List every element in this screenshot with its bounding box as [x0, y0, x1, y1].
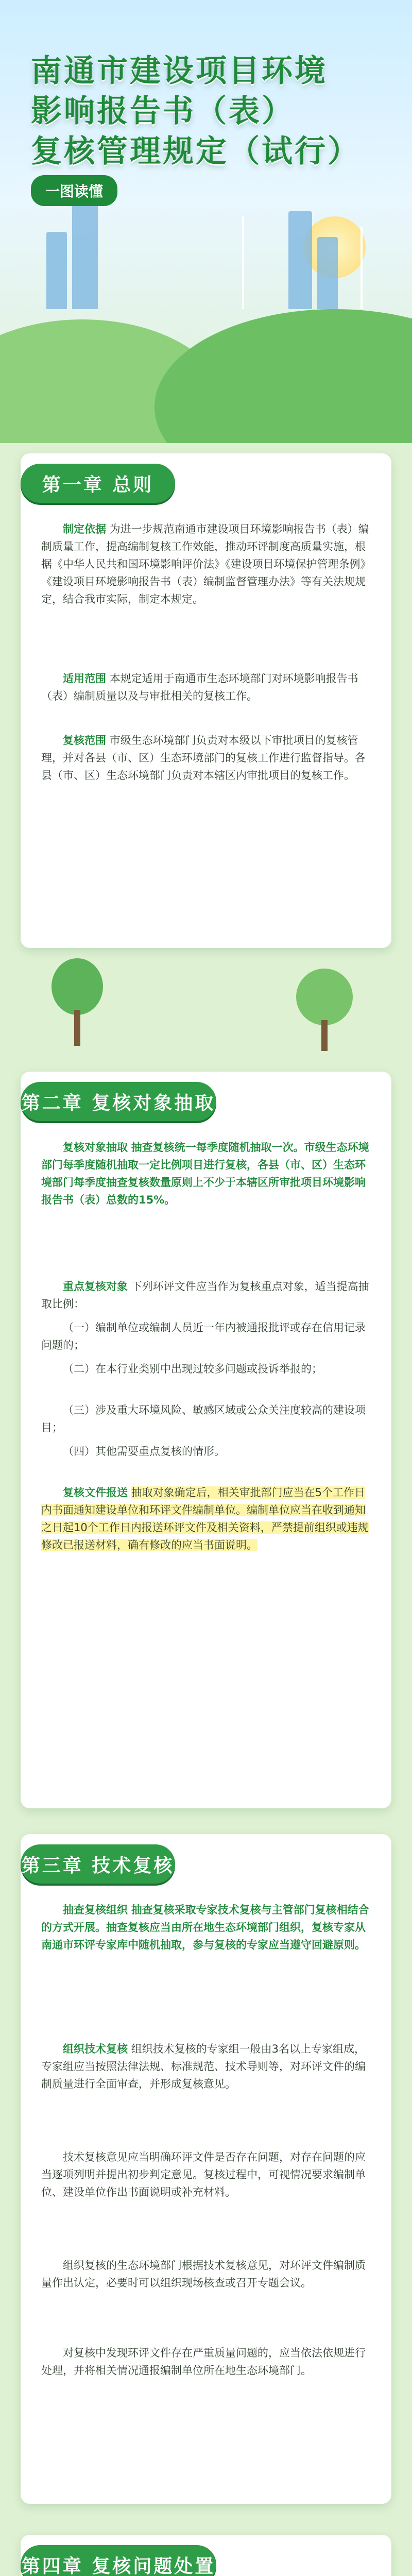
- chapter-2-para-6: [41, 1443, 371, 1460]
- building-graphic: [317, 237, 338, 309]
- hero-title-line3: 复核管理规定（试行）: [31, 133, 360, 170]
- wind-turbine-icon: [360, 227, 363, 309]
- para-text: （二）在本行业类别中出现过较多问题或投诉举报的；: [63, 1363, 322, 1375]
- para-text: 本规定适用于南通市生态环境部门对环境影响报告书（表）编制质量以及与审批相关的复核工作。: [41, 672, 358, 702]
- para-text: 下列环评文件应当作为复核重点对象，适当提高抽取比例：: [41, 1280, 369, 1310]
- para-text: 市级生态环境部门负责对本级以下审批项目的复核管理，并对各县（市、区）生态环境部门的复核工作进行监督指导。各县（市、区）生态环境部门负责对本辖区内审批项目的复核工作。: [41, 734, 366, 782]
- chapter-2-heading: 第二章 复核对象抽取: [21, 1082, 216, 1121]
- para-keyword: 抽查复核组织: [63, 1904, 128, 1916]
- chapter-1-heading: 第一章 总则: [21, 464, 175, 503]
- chapter-2-para-7: [41, 1484, 371, 1554]
- tree-graphic: [46, 958, 108, 1051]
- para-text: 对复核中发现环评文件存在严重质量问题的，应当依法依规进行处理，并将相关情况通报编制单位所在地生态环境部门。: [41, 2347, 366, 2377]
- hero-banner: [0, 0, 412, 443]
- chapter-3-para-4: [41, 2257, 371, 2292]
- para-text: 为进一步规范南通市建设项目环境影响报告书（表）编制质量工作，提高编制复核工作效能，推动环评制度高质量实施，根据《中华人民共和国环境影响评价法》《建设项目环境保护管理条例》《建设项目环境影响报告书（表）编制监督管理办法》等有关法规规定，结合我市实际，制定本规定。: [41, 523, 369, 605]
- building-graphic: [288, 211, 312, 309]
- para-keyword: 组织技术复核: [63, 2043, 128, 2055]
- wind-turbine-icon: [242, 216, 244, 309]
- para-keyword: 复核文件报送: [63, 1486, 128, 1499]
- chapter-1-para-2: [41, 670, 371, 705]
- para-keyword: 复核范围: [63, 734, 106, 747]
- hero-title-line1: 南通市建设项目环境: [31, 53, 328, 89]
- chapter-3-heading: 第三章 技术复核: [21, 1844, 175, 1884]
- chapter-3-para-5: [41, 2344, 371, 2379]
- hill-graphic: [154, 309, 412, 443]
- chapter-2-para-4: [41, 1360, 371, 1378]
- building-graphic: [72, 201, 98, 309]
- para-text: （一）编制单位或编制人员近一年内被通报批评或存在信用记录问题的；: [41, 1321, 366, 1351]
- para-keyword: 复核对象抽取: [63, 1141, 128, 1154]
- chapter-2-para-5: [41, 1401, 371, 1436]
- para-text: （三）涉及重大环境风险、敏感区域或公众关注度较高的建设项目；: [41, 1404, 366, 1434]
- chapter-1-para-1: [41, 520, 371, 608]
- para-text: 组织复核的生态环境部门根据技术复核意见，对环评文件编制质量作出认定，必要时可以组织现场核查或召开专题会议。: [41, 2259, 366, 2289]
- para-text: 抽查复核统一每季度随机抽取一次。市级生态环境部门每季度随机抽取一定比例项目进行复核，各县（市、区）生态环境部门每季度抽查复核数量原则上不少于本辖区所审批项目环境影响报告书（表）总数的15%。: [41, 1141, 369, 1206]
- tree-graphic: [288, 969, 360, 1056]
- hero-tag: 一图读懂: [31, 175, 117, 206]
- hero-title-line2: 影响报告书（表）: [31, 93, 295, 129]
- chapter-3-para-1: [41, 1901, 371, 1954]
- para-text: 技术复核意见应当明确环评文件是否存在问题，对存在问题的应当逐项列明并提出初步判定意见。复核过程中，可视情况要求编制单位、建设单位作出书面说明或补充材料。: [41, 2151, 366, 2198]
- chapter-2-para-1: [41, 1139, 371, 1209]
- para-keyword: 重点复核对象: [63, 1280, 128, 1293]
- para-text: 抽取对象确定后，相关审批部门应当在5个工作日内书面通知建设单位和环评文件编制单位。编制单位应当在收到通知之日起10个工作日内报送环评文件及相关资料，严禁提前组织或违规修改已报送材料，确有修改的应当书面说明。: [41, 1486, 369, 1551]
- para-keyword: 适用范围: [63, 672, 106, 685]
- chapter-3-para-3: [41, 2148, 371, 2201]
- para-text: 抽查复核采取专家技术复核与主管部门复核相结合的方式开展。抽查复核应当由所在地生态环境部门组织，复核专家从南通市环评专家库中随机抽取，参与复核的专家应当遵守回避原则。: [41, 1904, 369, 1951]
- para-text: 组织技术复核的专家组一般由3名以上专家组成，专家组应当按照法律法规、标准规范、技术导则等，对环评文件的编制质量进行全面审查，并形成复核意见。: [41, 2043, 366, 2090]
- para-text: （四）其他需要重点复核的情形。: [63, 1445, 225, 1458]
- chapter-2-para-2: [41, 1278, 371, 1313]
- para-keyword: 制定依据: [63, 523, 106, 535]
- building-graphic: [46, 232, 67, 309]
- chapter-3-para-2: [41, 2040, 371, 2093]
- chapter-4-heading: 第四章 复核问题处置: [21, 2545, 216, 2576]
- chapter-1-para-3: [41, 732, 371, 784]
- chapter-2-para-3: [41, 1319, 371, 1354]
